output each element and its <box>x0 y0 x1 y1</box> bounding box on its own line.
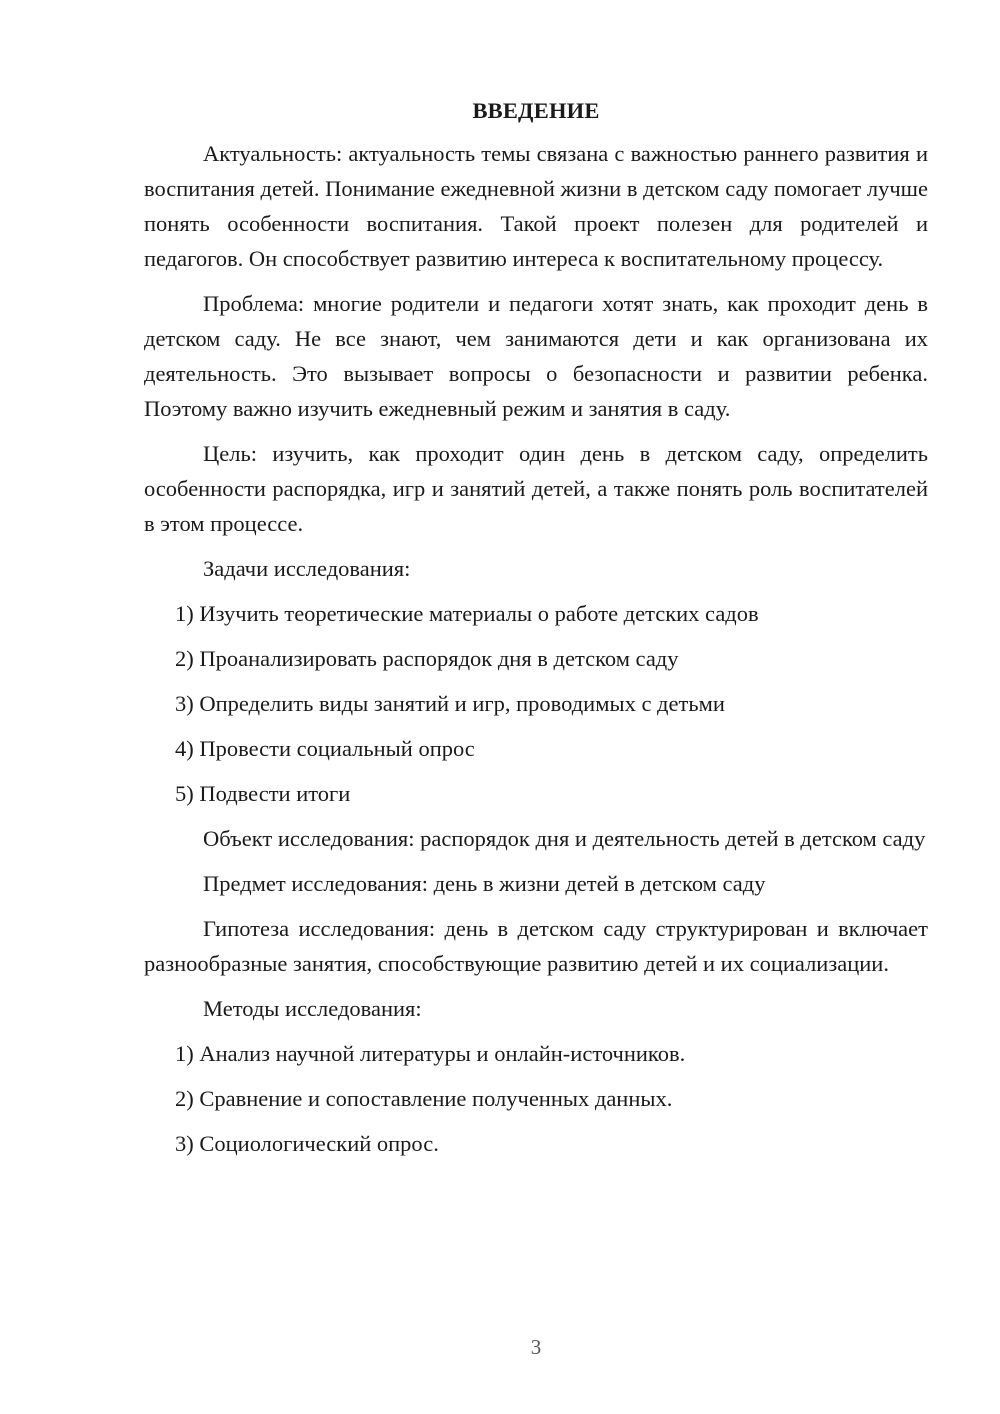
problem-paragraph: Проблема: многие родители и педагоги хотят знать, как проходит день в детском саду. Не все знают, чем занимаются дети и как организована их деятельность. Это вызывает вопросы о безопасности и развитии ребенка. Поэтому важно изучить ежедневный режим и занятия в саду. <box>144 291 928 421</box>
task-item: 4) Провести социальный опрос <box>175 736 475 761</box>
tasks-list <box>144 596 928 811</box>
task-item: 1) Изучить теоретические материалы о работе детских садов <box>175 601 759 626</box>
method-item: 2) Сравнение и сопоставление полученных данных. <box>175 1086 673 1111</box>
goal-paragraph: Цель: изучить, как проходит один день в детском саду, определить особенности распорядка, игр и занятий детей, а также понять роль воспитателей в этом процессе. <box>144 441 928 536</box>
section-title: ВВЕДЕНИЕ <box>472 98 600 123</box>
methods-list <box>144 1036 928 1161</box>
page-content <box>144 96 928 1171</box>
hypothesis-paragraph: Гипотеза исследования: день в детском саду структурирован и включает разнообразные занятия, способствующие развитию детей и их социализации. <box>144 916 928 976</box>
methods-heading: Методы исследования: <box>203 996 422 1021</box>
task-item: 3) Определить виды занятий и игр, проводимых с детьми <box>175 691 725 716</box>
method-item: 3) Социологический опрос. <box>175 1131 439 1156</box>
subject-paragraph: Предмет исследования: день в жизни детей в детском саду <box>203 871 766 896</box>
page-number: 3 <box>530 1335 542 1359</box>
object-paragraph: Объект исследования: распорядок дня и деятельность детей в детском саду <box>203 826 926 851</box>
relevance-paragraph: Актуальность: актуальность темы связана с важностью раннего развития и воспитания детей. Понимание ежедневной жизни в детском саду помогает лучше понять особенности воспитания. Такой проект полезен для родителей и педагогов. Он способствует развитию интереса к воспитательному процессу. <box>144 141 928 271</box>
task-item: 5) Подвести итоги <box>175 781 351 806</box>
tasks-heading: Задачи исследования: <box>203 556 411 581</box>
method-item: 1) Анализ научной литературы и онлайн-источников. <box>175 1041 686 1066</box>
task-item: 2) Проанализировать распорядок дня в детском саду <box>175 646 679 671</box>
